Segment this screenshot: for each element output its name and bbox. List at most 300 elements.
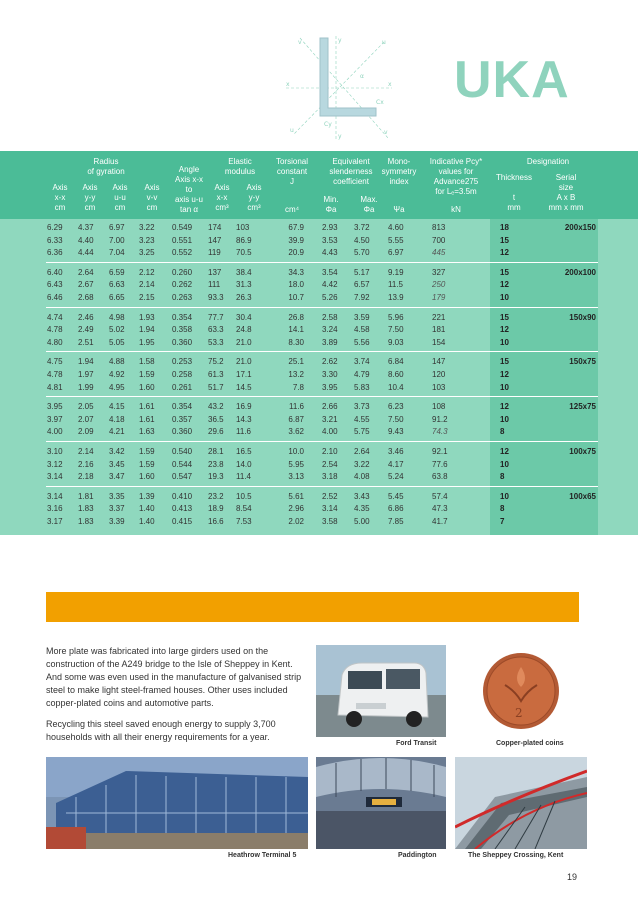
table-cell: 3.97 <box>47 414 63 424</box>
table-cell: 4.42 <box>322 280 338 290</box>
table-cell: 86.9 <box>236 235 252 245</box>
table-cell: 119 <box>208 248 221 258</box>
table-cell: 2.09 <box>78 427 94 437</box>
table-cell: 4.58 <box>354 325 370 335</box>
table-cell: 3.30 <box>322 370 338 379</box>
table-cell: 4.35 <box>354 504 370 514</box>
table-cell: 75.2 <box>208 357 224 367</box>
table-cell: 2.18 <box>78 472 94 482</box>
table-cell: 700 <box>432 235 446 245</box>
table-cell: 3.18 <box>322 472 338 482</box>
group-separator <box>46 262 598 263</box>
table-cell: 1.59 <box>139 370 155 379</box>
svg-text:Cx: Cx <box>376 99 384 106</box>
table-cell: 13.9 <box>388 293 404 302</box>
table-cell: 1.58 <box>139 357 155 367</box>
header-pcy: Indicative Pcy* values for Advance275 for Lₑ=3.5m <box>429 157 483 196</box>
table-cell: 3.89 <box>322 337 338 347</box>
table-cell: 4.78 <box>47 370 63 379</box>
svg-text:y: y <box>338 133 342 140</box>
table-cell: 11.6 <box>236 427 251 437</box>
table-cell: 25.1 <box>288 357 304 367</box>
table-cell: 61.3 <box>208 370 224 379</box>
table-cell: 1.94 <box>78 357 94 367</box>
table-cell: 3.59 <box>354 312 370 322</box>
table-cell: 4.60 <box>388 223 404 232</box>
table-cell: 47.3 <box>432 504 448 514</box>
table-cell: 103 <box>236 223 250 232</box>
table-cell: 181 <box>432 325 446 335</box>
table-cell: 3.12 <box>47 459 63 469</box>
table-cell: 221 <box>432 312 446 322</box>
table-cell: 1.81 <box>78 491 94 501</box>
table-cell: 3.23 <box>139 235 155 245</box>
table-cell: 6.36 <box>47 248 63 258</box>
header-slenderness-min: Min. Φa <box>323 195 339 214</box>
header-axis-vv: Axis v-v cm <box>144 183 160 212</box>
table-cell: 15 <box>500 267 509 277</box>
table-cell: 15 <box>500 312 509 322</box>
table-cell: 137 <box>208 267 222 277</box>
table-cell: 18.0 <box>288 280 304 290</box>
table-cell: 6.29 <box>47 223 63 232</box>
svg-text:α: α <box>360 73 364 80</box>
table-cell: 0.544 <box>172 459 193 469</box>
table-cell: 16.9 <box>236 402 252 412</box>
table-cell: 24.8 <box>236 325 252 335</box>
serial-size-cell: 125x75 <box>569 402 596 412</box>
table-cell: 67.9 <box>288 223 304 232</box>
table-cell: 0.261 <box>172 382 193 392</box>
table-cell: 147 <box>432 357 446 367</box>
caption-sheppey: The Sheppey Crossing, Kent <box>468 852 564 859</box>
table-cell: 1.83 <box>78 504 94 514</box>
table-cell: 14.0 <box>236 459 252 469</box>
table-cell: 5.83 <box>354 382 370 392</box>
table-cell: 9.19 <box>388 267 404 277</box>
copper-coin-photo <box>455 645 587 737</box>
table-cell: 7.50 <box>388 414 404 424</box>
table-cell: 2.58 <box>322 312 338 322</box>
table-cell: 14.1 <box>288 325 304 335</box>
table-cell: 6.43 <box>47 280 63 290</box>
table-cell: 6.97 <box>388 248 404 258</box>
header-slenderness-max: Max. Φa <box>360 195 378 214</box>
table-cell: 74.3 <box>432 427 448 437</box>
ford-transit-photo <box>316 645 446 737</box>
table-cell: 11.5 <box>388 280 403 290</box>
table-cell: 5.05 <box>109 337 125 347</box>
table-cell: 3.47 <box>109 472 125 482</box>
serial-size-cell: 150x90 <box>569 312 596 322</box>
table-cell: 53.3 <box>208 337 224 347</box>
table-cell: 12 <box>500 447 509 456</box>
table-cell: 4.18 <box>109 414 125 424</box>
table-cell: 4.88 <box>109 357 125 367</box>
table-cell: 5.96 <box>388 312 404 322</box>
table-cell: 5.45 <box>388 491 404 501</box>
table-cell: 2.14 <box>78 447 94 456</box>
table-cell: 2.96 <box>288 504 304 514</box>
header-axis-uu: Axis u-u cm <box>112 183 128 212</box>
table-cell: 1.59 <box>139 459 155 469</box>
table-cell: 4.98 <box>109 312 125 322</box>
table-cell: 4.79 <box>354 370 370 379</box>
paddington-photo <box>316 757 446 849</box>
accent-bar <box>46 592 579 622</box>
table-cell: 0.357 <box>172 414 193 424</box>
table-cell: 9.03 <box>388 337 404 347</box>
page-title: UKA <box>454 51 570 109</box>
header-designation: Designation <box>526 157 570 166</box>
header-pcy-unit: kN <box>451 205 461 214</box>
header-elastic-xx: Axis x-x cm³ <box>214 183 230 212</box>
table-cell: 8 <box>500 472 505 482</box>
table-cell: 12 <box>500 248 509 258</box>
table-cell: 31.3 <box>236 280 252 290</box>
table-cell: 4.44 <box>78 248 94 258</box>
table-cell: 10.7 <box>288 293 304 302</box>
table-cell: 3.53 <box>322 235 338 245</box>
table-cell: 15 <box>500 235 509 245</box>
table-cell: 3.46 <box>388 447 404 456</box>
table-cell: 17.1 <box>236 370 252 379</box>
svg-text:v: v <box>298 39 302 46</box>
header-elastic-modulus: Elastic modulus <box>224 157 256 176</box>
table-cell: 179 <box>432 293 446 302</box>
table-cell: 3.16 <box>47 504 63 514</box>
table-cell: 3.10 <box>47 447 63 456</box>
table-cell: 6.87 <box>288 414 304 424</box>
table-cell: 2.10 <box>322 447 338 456</box>
table-cell: 4.78 <box>47 325 63 335</box>
table-cell: 2.93 <box>322 223 338 232</box>
table-cell: 0.354 <box>172 312 193 322</box>
table-cell: 63.8 <box>432 472 448 482</box>
table-cell: 0.262 <box>172 280 193 290</box>
table-cell: 147 <box>208 235 222 245</box>
table-cell: 4.50 <box>354 235 370 245</box>
header-axis-yy: Axis y-y cm <box>82 183 98 212</box>
table-cell: 3.45 <box>109 459 125 469</box>
table-cell: 3.62 <box>288 427 304 437</box>
table-cell: 327 <box>432 267 446 277</box>
table-cell: 2.64 <box>354 447 370 456</box>
table-cell: 13.2 <box>288 370 304 379</box>
table-cell: 34.3 <box>288 267 304 277</box>
table-cell: 7.00 <box>109 235 125 245</box>
table-cell: 30.4 <box>236 312 252 322</box>
table-cell: 813 <box>432 223 446 232</box>
header-torsional-unit: cm⁴ <box>284 205 300 214</box>
table-cell: 2.16 <box>78 459 94 469</box>
table-cell: 2.14 <box>139 280 155 290</box>
table-cell: 4.95 <box>109 382 125 392</box>
table-cell: 2.66 <box>322 402 338 412</box>
table-cell: 14.5 <box>236 382 252 392</box>
table-cell: 4.21 <box>109 427 125 437</box>
svg-text:y: y <box>338 37 342 44</box>
table-cell: 12 <box>500 325 509 335</box>
table-cell: 3.22 <box>354 459 370 469</box>
table-cell: 70.5 <box>236 248 252 258</box>
table-cell: 6.33 <box>47 235 63 245</box>
table-cell: 4.74 <box>47 312 63 322</box>
table-cell: 2.02 <box>288 517 304 526</box>
header-mono-symmetry: Mono- symmetry index <box>381 157 417 186</box>
table-cell: 6.84 <box>388 357 404 367</box>
table-cell: 23.2 <box>208 491 224 501</box>
table-cell: 77.7 <box>208 312 224 322</box>
angle-section-diagram <box>280 30 410 148</box>
table-cell: 174 <box>208 223 222 232</box>
table-cell: 4.92 <box>109 370 125 379</box>
table-cell: 4.43 <box>322 248 338 258</box>
table-cell: 1.60 <box>139 472 155 482</box>
table-cell: 3.73 <box>354 402 370 412</box>
table-cell: 250 <box>432 280 446 290</box>
table-cell: 4.08 <box>354 472 370 482</box>
table-cell: 26.3 <box>236 293 252 302</box>
table-cell: 3.14 <box>47 472 63 482</box>
header-torsional-constant: Torsional constant J <box>275 157 308 186</box>
table-cell: 0.260 <box>172 267 193 277</box>
svg-text:u: u <box>382 39 386 46</box>
table-cell: 4.00 <box>322 427 338 437</box>
table-cell: 0.547 <box>172 472 193 482</box>
header-axis-xx: Axis x-x cm <box>52 183 68 212</box>
table-cell: 5.56 <box>354 337 370 347</box>
table-cell: 0.263 <box>172 293 193 302</box>
table-cell: 0.354 <box>172 402 193 412</box>
table-cell: 10 <box>500 414 509 424</box>
table-cell: 7.85 <box>388 517 404 526</box>
table-cell: 8.60 <box>388 370 404 379</box>
table-cell: 2.12 <box>139 267 155 277</box>
table-cell: 23.8 <box>208 459 224 469</box>
table-cell: 93.3 <box>208 293 224 302</box>
table-cell: 11.4 <box>236 472 251 482</box>
table-cell: 5.61 <box>288 491 304 501</box>
table-cell: 1.94 <box>139 325 155 335</box>
story-paragraph-2: Recycling this steel saved enough energy to supply 3,700 households with all their energy requirements for a year. <box>46 719 276 742</box>
table-cell: 4.00 <box>47 427 63 437</box>
table-cell: 0.540 <box>172 447 193 456</box>
table-cell: 4.81 <box>47 382 63 392</box>
table-cell: 3.54 <box>322 267 338 277</box>
table-cell: 3.58 <box>322 517 338 526</box>
table-cell: 3.95 <box>322 382 338 392</box>
table-cell: 1.95 <box>139 337 155 347</box>
story-paragraph-1: More plate was fabricated into large girders used on the construction of the A249 bridge to the Isle of Sheppey in Kent. And some was even used in the manufacture of galvanised strip steel to make light steel-framed houses. Other uses included copper-plated coins and automotive parts. <box>46 646 302 708</box>
table-cell: 6.46 <box>47 293 63 302</box>
header-thickness: Thickness t mm <box>495 173 532 212</box>
table-cell: 2.07 <box>78 414 94 424</box>
table-cell: 5.75 <box>354 427 370 437</box>
table-cell: 3.95 <box>47 402 63 412</box>
section-properties-table <box>0 151 638 535</box>
heathrow-terminal-photo <box>46 757 308 849</box>
table-cell: 5.55 <box>388 235 404 245</box>
table-cell: 2.62 <box>322 357 338 367</box>
table-cell: 0.413 <box>172 504 193 514</box>
table-cell: 5.00 <box>354 517 370 526</box>
table-cell: 10 <box>500 491 509 501</box>
table-cell: 12 <box>500 370 509 379</box>
table-cell: 5.17 <box>354 267 370 277</box>
table-cell: 7.53 <box>236 517 252 526</box>
table-cell: 16.5 <box>236 447 252 456</box>
table-cell: 57.4 <box>432 491 448 501</box>
table-cell: 2.54 <box>322 459 338 469</box>
table-cell: 4.55 <box>354 414 370 424</box>
table-cell: 3.43 <box>354 491 370 501</box>
table-cell: 18 <box>500 223 509 232</box>
table-cell: 41.7 <box>432 517 448 526</box>
table-cell: 3.21 <box>322 414 338 424</box>
table-cell: 154 <box>432 337 446 347</box>
table-cell: 4.40 <box>78 235 94 245</box>
header-serial-size: Serial size A x B mm x mm <box>548 173 584 212</box>
table-cell: 10.5 <box>236 491 252 501</box>
table-cell: 5.95 <box>288 459 304 469</box>
group-separator <box>46 396 598 397</box>
caption-copper-coins: Copper-plated coins <box>496 740 564 747</box>
table-cell: 3.72 <box>354 223 370 232</box>
table-cell: 3.25 <box>139 248 155 258</box>
table-cell: 6.65 <box>109 293 125 302</box>
table-cell: 1.63 <box>139 427 155 437</box>
table-cell: 111 <box>208 280 221 290</box>
serial-size-cell: 150x75 <box>569 357 596 367</box>
table-cell: 38.4 <box>236 267 252 277</box>
table-cell: 18.9 <box>208 504 224 514</box>
table-cell: 5.24 <box>388 472 404 482</box>
table-cell: 6.59 <box>109 267 125 277</box>
table-cell: 1.61 <box>139 414 155 424</box>
table-cell: 0.360 <box>172 427 193 437</box>
table-cell: 8.30 <box>288 337 304 347</box>
group-separator <box>46 441 598 442</box>
table-cell: 4.80 <box>47 337 63 347</box>
table-cell: 0.360 <box>172 337 193 347</box>
table-cell: 103 <box>432 382 446 392</box>
table-cell: 7.92 <box>354 293 370 302</box>
serial-size-cell: 200x150 <box>564 223 596 232</box>
page-number: 19 <box>567 872 578 882</box>
table-cell: 7.04 <box>109 248 125 258</box>
header-angle: Angle Axis x-x to axis u-u tan α <box>174 165 203 214</box>
table-cell: 445 <box>432 248 446 258</box>
table-cell: 1.40 <box>139 517 155 526</box>
group-separator <box>46 307 598 308</box>
header-elastic-yy: Axis y-y cm³ <box>246 183 262 212</box>
table-cell: 0.410 <box>172 491 193 501</box>
table-cell: 7.8 <box>292 382 304 392</box>
table-cell: 8 <box>500 427 505 437</box>
table-cell: 3.22 <box>139 223 155 232</box>
table-cell: 7 <box>500 517 505 526</box>
serial-size-cell: 200x100 <box>564 267 596 277</box>
table-cell: 2.67 <box>78 280 94 290</box>
table-cell: 10.0 <box>288 447 304 456</box>
table-cell: 6.63 <box>109 280 125 290</box>
group-separator <box>46 351 598 352</box>
table-cell: 28.1 <box>208 447 224 456</box>
table-cell: 21.0 <box>236 357 252 367</box>
table-cell: 1.60 <box>139 382 155 392</box>
serial-size-cell: 100x75 <box>569 447 596 456</box>
table-cell: 10 <box>500 337 509 347</box>
table-cell: 11.6 <box>289 402 304 412</box>
table-cell: 4.37 <box>78 223 94 232</box>
table-cell: 43.2 <box>208 402 224 412</box>
table-cell: 0.549 <box>172 223 193 232</box>
table-cell: 1.39 <box>139 491 155 501</box>
table-cell: 2.15 <box>139 293 155 302</box>
table-cell: 10 <box>500 382 509 392</box>
table-cell: 10.4 <box>388 382 404 392</box>
table-cell: 3.35 <box>109 491 125 501</box>
svg-text:x: x <box>388 81 392 88</box>
table-cell: 8 <box>500 504 505 514</box>
svg-text:x: x <box>286 81 290 88</box>
table-cell: 108 <box>432 402 446 412</box>
table-cell: 29.6 <box>208 427 224 437</box>
table-cell: 63.3 <box>208 325 224 335</box>
table-cell: 2.51 <box>78 337 94 347</box>
table-cell: 3.14 <box>322 504 338 514</box>
table-cell: 3.24 <box>322 325 338 335</box>
table-cell: 2.46 <box>78 312 94 322</box>
table-cell: 7.50 <box>388 325 404 335</box>
table-cell: 92.1 <box>432 447 448 456</box>
table-cell: 1.83 <box>78 517 94 526</box>
table-cell: 6.86 <box>388 504 404 514</box>
story-text <box>46 645 308 752</box>
header-mono-unit: Ψa <box>393 205 405 214</box>
table-cell: 10 <box>500 293 509 302</box>
caption-paddington: Paddington <box>398 852 437 859</box>
table-cell: 2.52 <box>322 491 338 501</box>
table-cell: 5.26 <box>322 293 338 302</box>
table-cell: 19.3 <box>208 472 224 482</box>
table-cell: 3.37 <box>109 504 125 514</box>
table-cell: 16.6 <box>208 517 224 526</box>
header-slenderness: Equivalent slenderness coefficient <box>329 157 373 186</box>
table-cell: 15 <box>500 357 509 367</box>
table-cell: 4.75 <box>47 357 63 367</box>
group-separator <box>46 486 598 487</box>
table-cell: 6.40 <box>47 267 63 277</box>
table-cell: 8.54 <box>236 504 252 514</box>
table-cell: 0.358 <box>172 325 193 335</box>
table-cell: 9.43 <box>388 427 404 437</box>
table-cell: 2.05 <box>78 402 94 412</box>
table-cell: 91.2 <box>432 414 448 424</box>
table-cell: 6.57 <box>354 280 370 290</box>
table-cell: 120 <box>432 370 446 379</box>
table-cell: 3.17 <box>47 517 63 526</box>
table-cell: 3.39 <box>109 517 125 526</box>
table-cell: 6.97 <box>109 223 125 232</box>
table-cell: 1.40 <box>139 504 155 514</box>
table-cell: 12 <box>500 280 509 290</box>
table-cell: 1.99 <box>78 382 94 392</box>
table-cell: 0.415 <box>172 517 193 526</box>
table-cell: 36.5 <box>208 414 224 424</box>
table-cell: 2.68 <box>78 293 94 302</box>
